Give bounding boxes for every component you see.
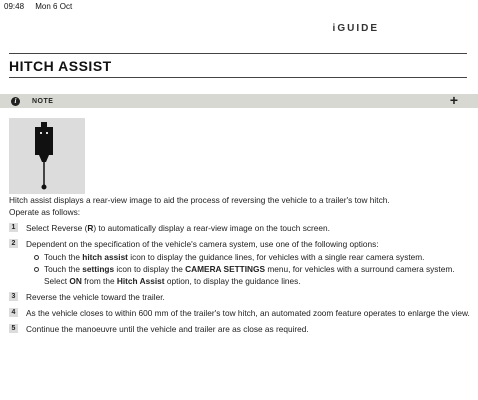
step-text: Reverse the vehicle toward the trailer. — [26, 292, 165, 302]
step-2 — [9, 238, 470, 287]
status-bar — [4, 2, 81, 11]
step-3 — [9, 291, 470, 303]
step-5 — [9, 323, 470, 335]
note-label: NOTE — [32, 97, 54, 105]
option-single-camera: Touch the hitch assist icon to display the guidance lines, for vehicles with a single rear camera system. — [34, 251, 470, 263]
step-number: 4 — [9, 308, 18, 317]
operate-text: Operate as follows: — [9, 207, 81, 217]
step-1 — [9, 222, 470, 234]
tow-hitch-guideline-icon — [9, 118, 85, 194]
status-date: Mon 6 Oct — [35, 2, 73, 11]
intro-text: Hitch assist displays a rear-view image to aid the process of reversing the vehicle to a trailer's tow hitch. — [9, 195, 390, 205]
options-list — [34, 251, 470, 287]
step-number: 3 — [9, 292, 18, 301]
content — [9, 194, 470, 335]
expand-note-button[interactable]: + — [449, 92, 458, 108]
page-title: HITCH ASSIST — [9, 58, 112, 74]
brand-logo: iGUIDE — [332, 23, 379, 34]
title-divider — [9, 77, 467, 78]
step-text: Continue the manoeuvre until the vehicle and trailer are as close as required. — [26, 324, 309, 334]
status-time: 09:48 — [4, 2, 25, 11]
step-text: As the vehicle closes to within 600 mm of the trailer's tow hitch, an automated zoom feature operates to enlarge the view. — [26, 308, 470, 318]
step-number: 2 — [9, 239, 18, 248]
option-surround-camera: Touch the settings icon to display the CAMERA SETTINGS menu, for vehicles with a surround camera system. Select ON from the Hitch Assist option, to display the guidance lines. — [34, 263, 470, 287]
step-text: Dependent on the specification of the vehicle's camera system, use one of the following options: Touch the hitch assist icon to display the guidance lines, for vehicles with a single rear camera system. Touch the settings icon to display the CAMERA SETTINGS menu, for vehicles with a surround camera system. Select ON from the Hitch Assist option, to display the guidance lines. — [26, 238, 470, 287]
hitch-assist-figure — [9, 118, 85, 194]
step-4 — [9, 307, 470, 319]
header-divider — [9, 53, 467, 54]
steps-list — [9, 222, 470, 335]
step-number: 5 — [9, 324, 18, 333]
step-text: Select Reverse (R) to automatically display a rear-view image on the touch screen. — [26, 223, 330, 233]
step-number: 1 — [9, 223, 18, 232]
note-bar[interactable] — [0, 94, 478, 108]
info-icon: i — [11, 97, 20, 106]
